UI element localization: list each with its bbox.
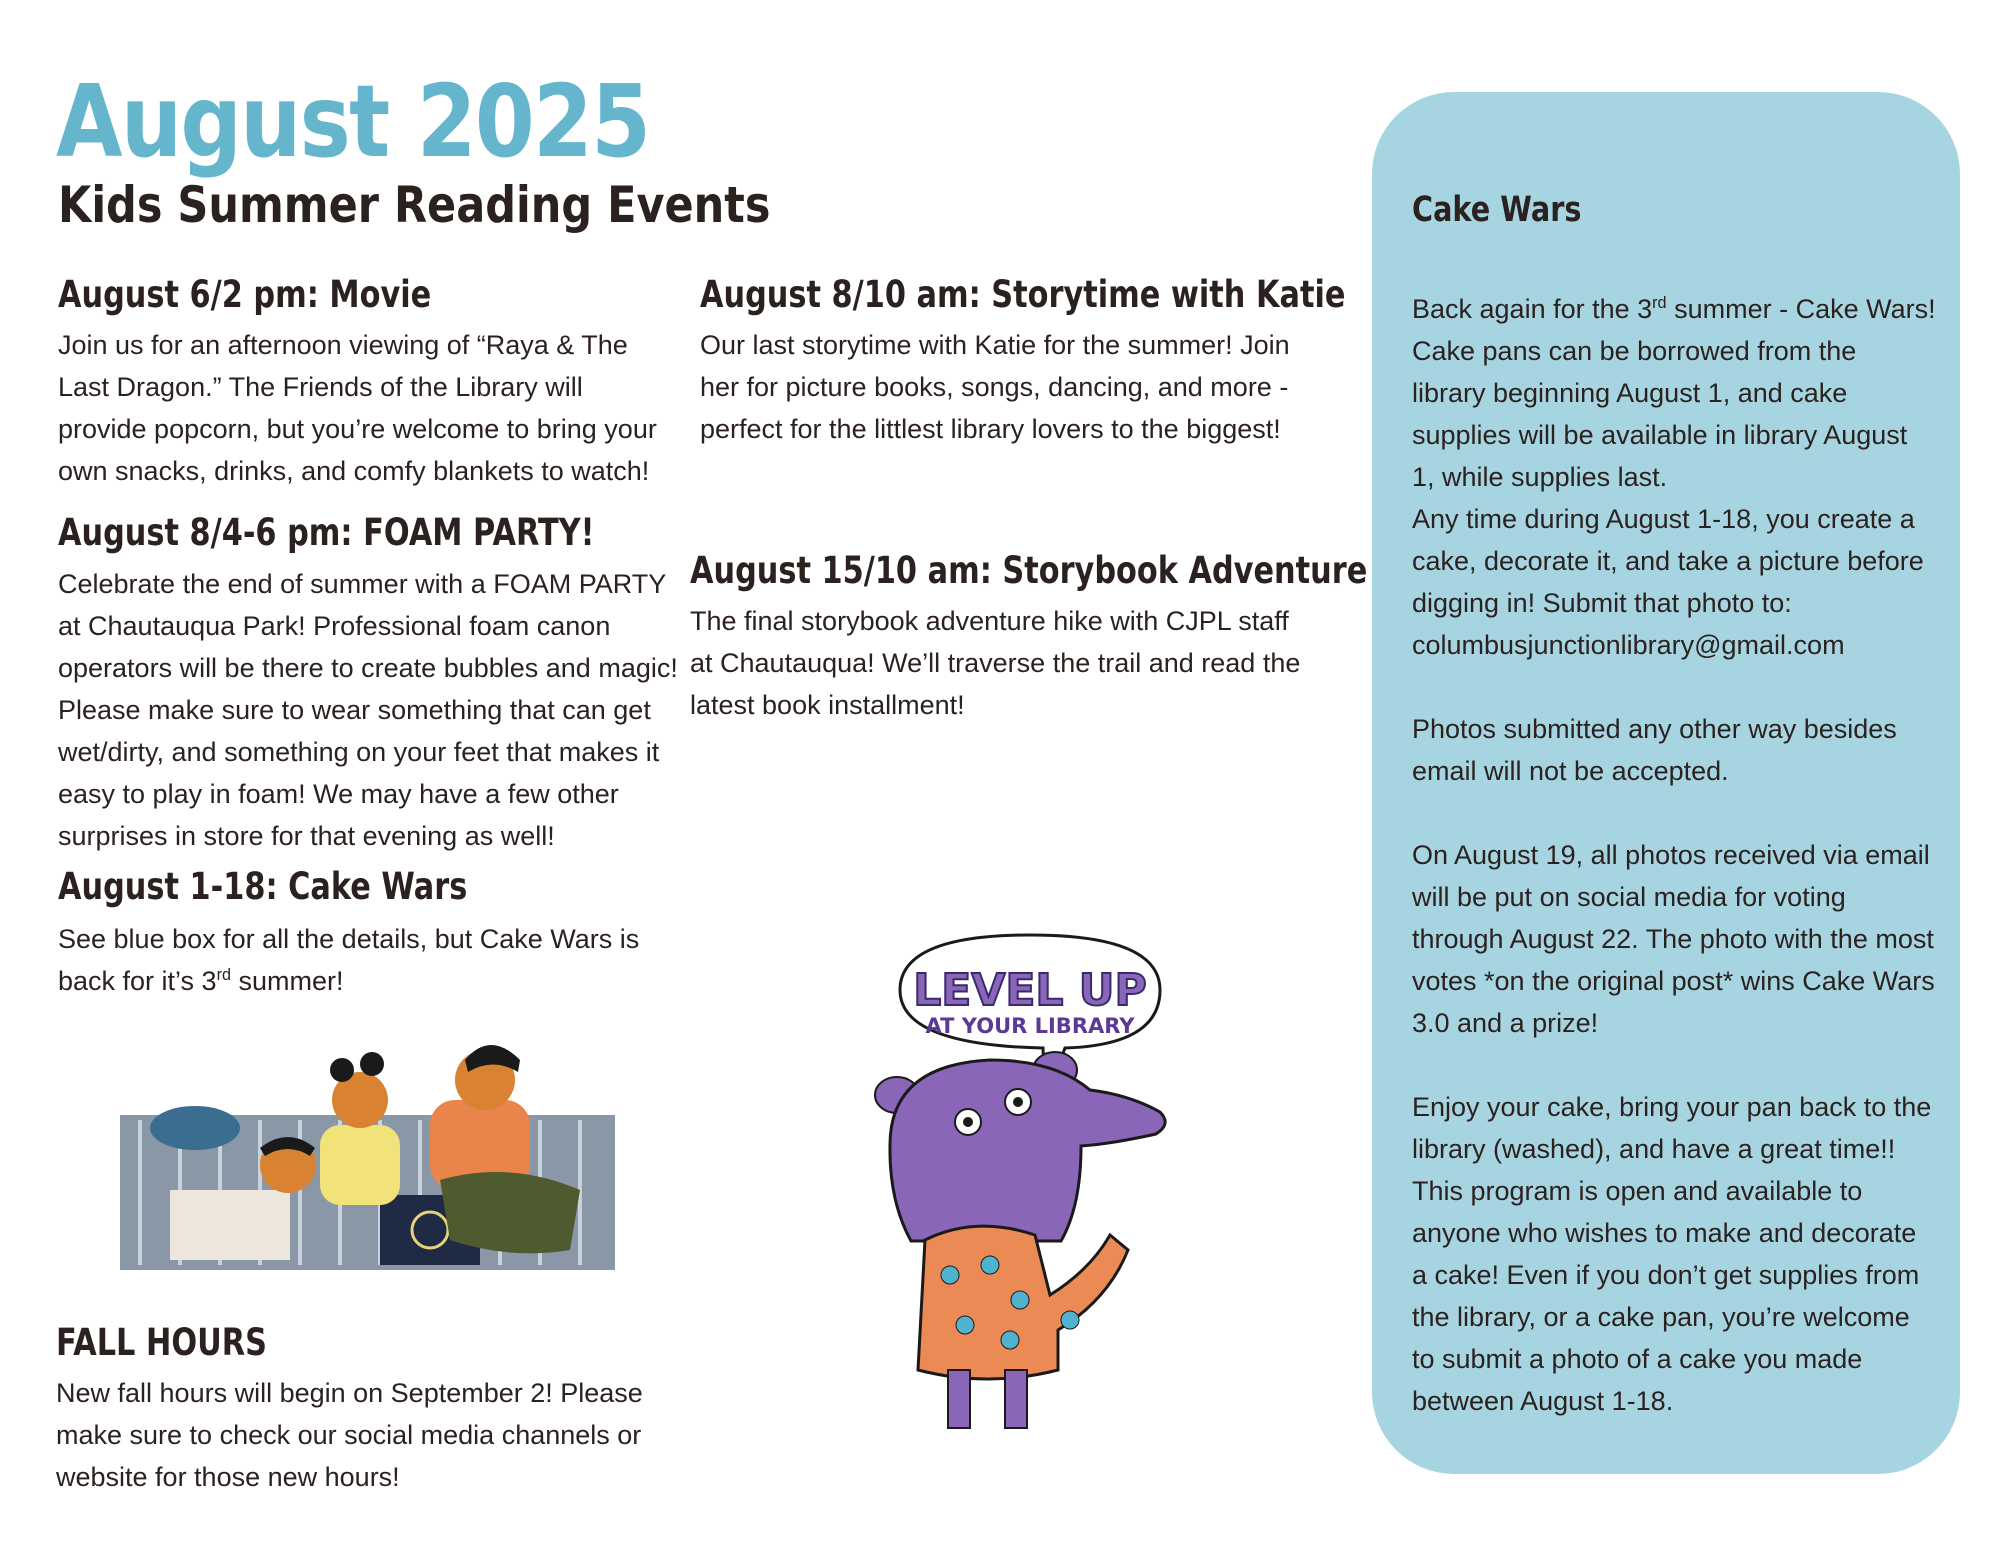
level-up-mascot [870, 930, 1200, 1470]
girl-dress [320, 1125, 400, 1205]
event-cakewars-heading: August 1-18: Cake Wars [58, 865, 468, 908]
cake-wars-email: columbusjunctionlibrary@gmail.com [1412, 630, 1845, 660]
event-storytime-body: Our last storytime with Katie for the summer! Join her for picture books, songs, dancing, and more - perfect for the littlest library lovers to the biggest! [700, 330, 1290, 444]
bowl [150, 1106, 240, 1150]
mascot-leg-right [1005, 1370, 1027, 1428]
event-movie-heading: August 6/2 pm: Movie [58, 273, 432, 316]
cake-wars-paragraph-3: Photos submitted any other way besides email will not be accepted. [1412, 714, 1897, 786]
event-movie-body: Join us for an afternoon viewing of “Raya & The Last Dragon.” The Friends of the Library will provide popcorn, but you’re welcome to bring your own snacks, drinks, and comfy blankets to watch! [58, 330, 657, 486]
cake-wars-paragraph-2: Any time during August 1-18, you create a cake, decorate it, and take a picture before digging in! Submit that photo to: [1412, 504, 1924, 618]
mascot-leg-left [948, 1370, 970, 1428]
page-subtitle: Kids Summer Reading Events [58, 176, 771, 234]
at-your-library-text: AT YOUR LIBRARY [925, 1014, 1135, 1038]
event-foam-body: Celebrate the end of summer with a FOAM PARTY at Chautauqua Park! Professional foam canon operators will be there to create bubbles and magic! Please make sure to wear something that can get wet/dirty, and something on your feet that makes it easy to play in foam! We may have a few other surprises in store for that evening as well! [58, 569, 678, 851]
boy-shirt [170, 1190, 290, 1260]
event-storytime-heading: August 8/10 am: Storytime with Katie [700, 273, 1346, 316]
event-storybook-body: The final storybook adventure hike with CJPL staff at Chautauqua! We’ll traverse the trail and read the latest book installment! [690, 606, 1301, 720]
page-title: August 2025 [56, 63, 650, 180]
cake-wars-paragraph-1: Back again for the 3rd summer - Cake Wars! Cake pans can be borrowed from the library beginning August 1, and cake supplies will be available in library August 1, while supplies last. [1412, 294, 1936, 492]
fall-hours-heading: FALL HOURS [56, 1321, 267, 1364]
event-storybook-heading: August 15/10 am: Storybook Adventure [690, 549, 1368, 592]
cake-wars-title: Cake Wars [1412, 190, 1582, 230]
event-cakewars-body: See blue box for all the details, but Cake Wars is back for it’s 3rd summer! [58, 924, 640, 996]
mascot-head [890, 1060, 1165, 1241]
fall-hours-body: New fall hours will begin on September 2! Please make sure to check our social media channels or website for those new hours! [56, 1378, 643, 1492]
cake-wars-paragraph-5: Enjoy your cake, bring your pan back to the library (washed), and have a great time!! This program is open and available to anyone who wishes to make and decorate a cake! Even if you don’t get supplies from the library, or a cake pan, you’re welcome to submit a photo of a cake you made between August 1-18. [1412, 1092, 1932, 1416]
cake-wars-paragraph-4: On August 19, all photos received via email will be put on social media for voting through August 22. The photo with the most votes *on the original post* wins Cake Wars 3.0 and a prize! [1412, 840, 1935, 1038]
event-foam-heading: August 8/4-6 pm: FOAM PARTY! [58, 511, 595, 554]
level-up-text: LEVEL UP [913, 965, 1147, 1016]
kids-reading-illustration [110, 1030, 620, 1280]
woman-pants [440, 1172, 580, 1253]
